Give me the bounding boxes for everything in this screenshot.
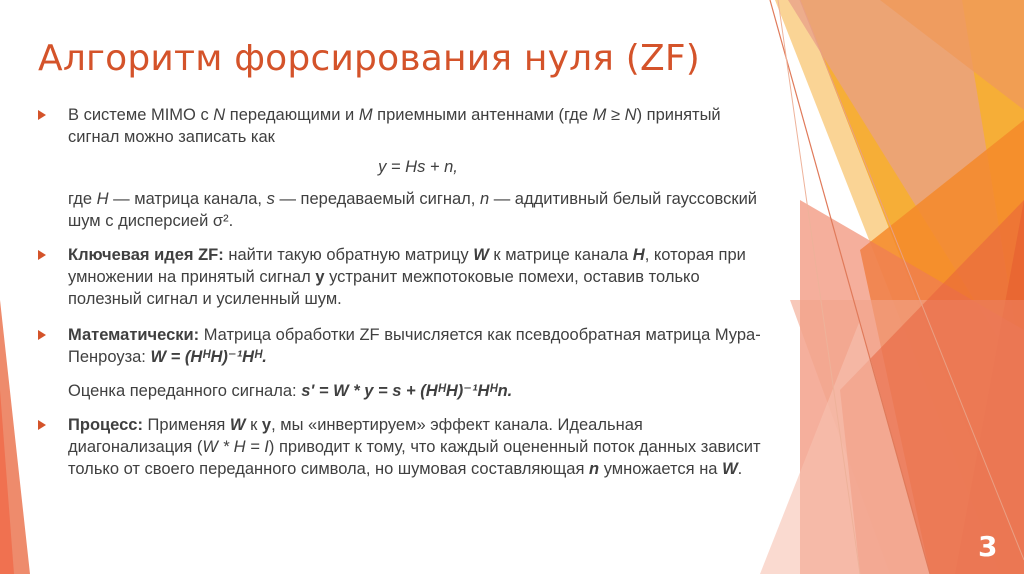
page-number: 3 <box>978 530 998 563</box>
bullet-process <box>38 414 768 480</box>
bullet-mimo-model <box>38 104 768 232</box>
paragraph: где H — матрица канала, s — передаваемый сигнал, n — аддитивный белый гауссовский шум с дисперсией σ². <box>68 190 758 230</box>
paragraph: Оценка переданного сигнала: s' = W * y = s + (HᴴH)⁻¹Hᴴn. <box>68 382 513 400</box>
slide-title: Алгоритм форсирования нуля (ZF) <box>38 38 701 79</box>
bullet-key-idea <box>38 244 768 310</box>
formula-received-signal: y = Hs + n, <box>378 158 458 176</box>
slide-content <box>38 104 768 480</box>
paragraph: Ключевая идея ZF: найти такую обратную матрицу W к матрице канала H, которая при умножении на принятый сигнал y устранит межпотоковые помехи, оставив только полезный сигнал и усиленный шум. <box>68 246 746 308</box>
bullet-arrow-icon <box>38 110 46 120</box>
bullet-arrow-icon <box>38 330 46 340</box>
paragraph: Процесс: Применяя W к y, мы «инвертируем» эффект канала. Идеальная диагонализация (W * H = I) приводит к тому, что каждый оцененный поток данных зависит только от своего переданного символа, но шумовая составляющая n умножается на W. <box>68 416 761 478</box>
bullet-math <box>38 324 768 402</box>
bullet-arrow-icon <box>38 250 46 260</box>
bullet-arrow-icon <box>38 420 46 430</box>
paragraph: Математически: Матрица обработки ZF вычисляется как псевдообратная матрица Мура-Пенроуза: W = (HᴴH)⁻¹Hᴴ. <box>68 326 761 366</box>
paragraph: В системе MIMO с N передающими и M приемными антеннами (где M ≥ N) принятый сигнал можно записать как <box>68 106 721 146</box>
